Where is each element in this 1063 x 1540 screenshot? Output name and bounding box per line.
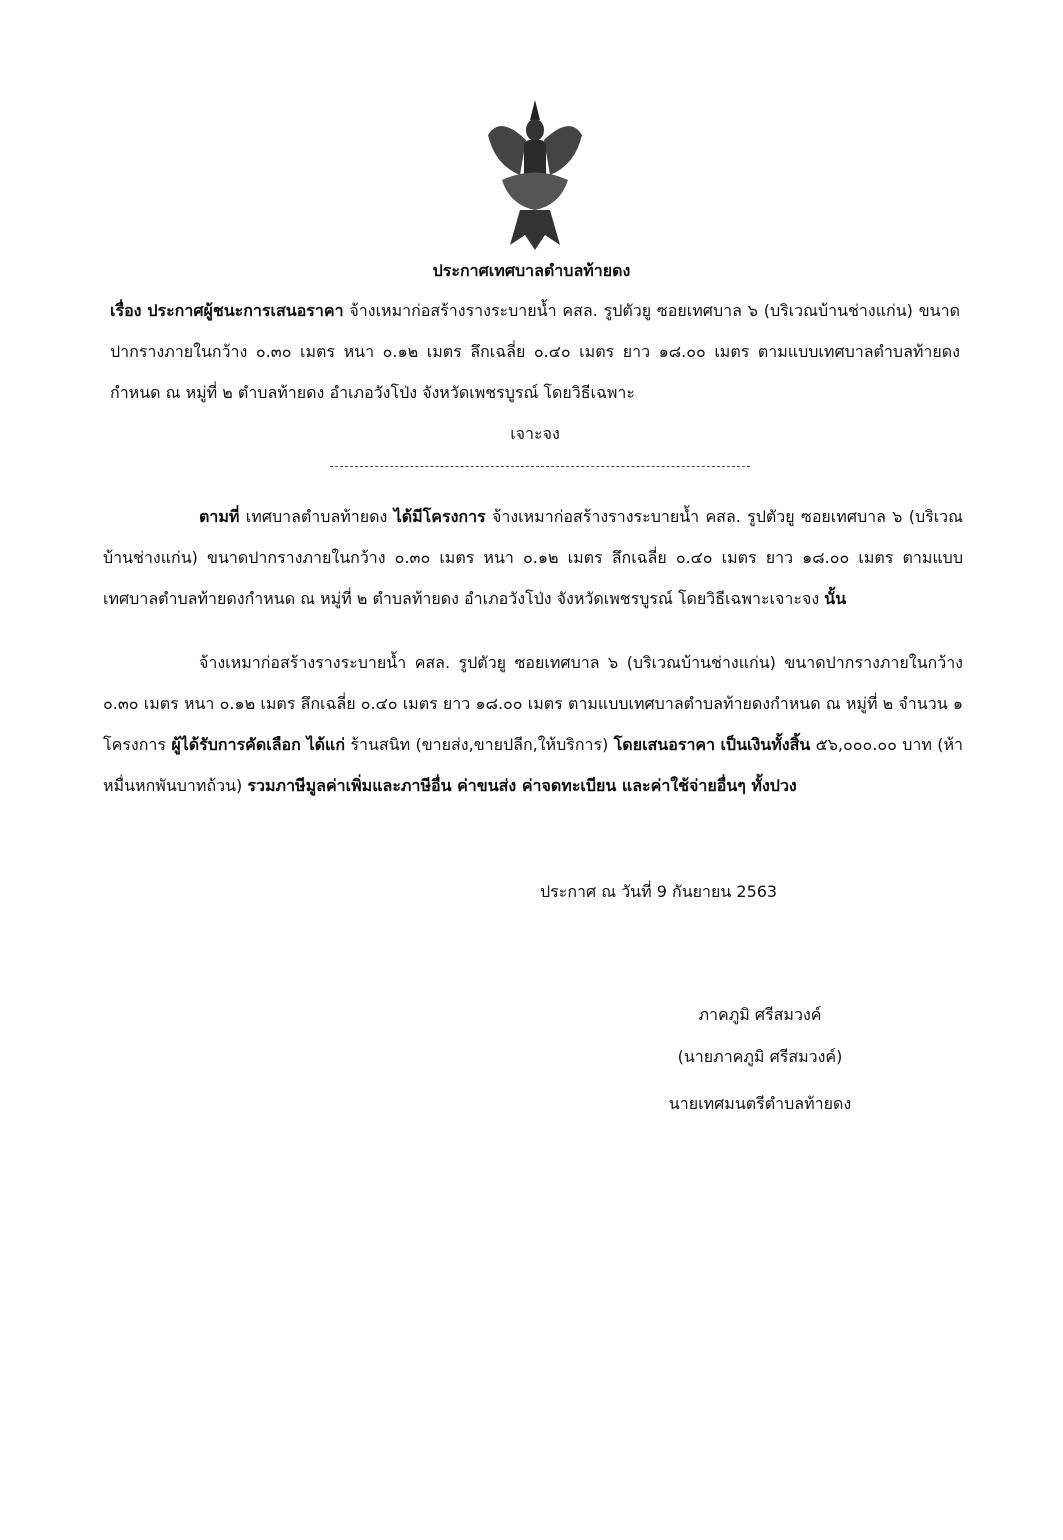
paragraph-ending: นั้น bbox=[824, 589, 847, 608]
subject-heading: ประกาศผู้ชนะการเสนอราคา bbox=[147, 301, 344, 320]
subject-last-line: เจาะจง bbox=[510, 424, 560, 443]
paragraph-has-project: ได้มีโครงการ bbox=[393, 507, 486, 526]
winner-selected-label: ผู้ได้รับการคัดเลือก ได้แก่ bbox=[171, 735, 346, 754]
signature-printed-name: (นายภาคภูมิ ศรีสมวงค์) bbox=[677, 1047, 843, 1066]
paragraph-project bbox=[103, 496, 963, 619]
signature-position: นายเทศมนตรีตำบลท้ายดง bbox=[668, 1094, 852, 1113]
paragraph-winner bbox=[103, 642, 963, 806]
paragraph-org: เทศบาลตำบลท้ายดง bbox=[245, 507, 388, 526]
winner-project-text: จ้างเหมาก่อสร้างรางระบายน้ำ คสล. รูปตัวยู ซอยเทศบาล ๖ (บริเวณบ้านช่างแก่น) ขนาดปากรางภายในกว้าง ๐.๓๐ เมตร หนา ๐.๑๒ เมตร ลึกเฉลี่ย ๐.๔๐ เมตร ยาว ๑๘.๐๐ เมตร ตามแบบเทศบาลตำบลท้ายดงกำหนด ณ หมู่ที่ ๒ จำนวน ๑ โครงการ bbox=[103, 653, 963, 754]
winner-tax-note: รวมภาษีมูลค่าเพิ่มและภาษีอื่น ค่าขนส่ง ค่าจดทะเบียน และค่าใช้จ่ายอื่นๆ ทั้งปวง bbox=[247, 776, 797, 795]
winner-total-label: เป็นเงินทั้งสิ้น bbox=[720, 735, 811, 754]
paragraph-project-text: จ้างเหมาก่อสร้างรางระบายน้ำ คสล. รูปตัวยู ซอยเทศบาล ๖ (บริเวณบ้านช่างแก่น) ขนาดปากรางภายในกว้าง ๐.๓๐ เมตร หนา ๐.๑๒ เมตร ลึกเฉลี่ย ๐.๔๐ เมตร ยาว ๑๘.๐๐ เมตร ตามแบบเทศบาลตำบลท้ายดงกำหนด ณ หมู่ที่ ๒ ตำบลท้ายดง อำเภอวังโป่ง จังหวัดเพชรบูรณ์ โดยวิธีเฉพาะเจาะจง bbox=[103, 507, 964, 608]
signature-name: ภาคภูมิ ศรีสมวงค์ bbox=[698, 1005, 822, 1024]
winner-vendor: ร้านสนิท (ขายส่ง,ขายปลีก,ให้บริการ) bbox=[350, 735, 609, 754]
winner-offer-label: โดยเสนอราคา bbox=[613, 735, 716, 754]
page-title: ประกาศเทศบาลตำบลท้ายดง bbox=[432, 261, 631, 280]
announcement-date: ประกาศ ณ วันที่ 9 กันยายน 2563 bbox=[540, 882, 778, 901]
garuda-emblem-icon bbox=[480, 95, 590, 255]
subject-label: เรื่อง bbox=[110, 301, 142, 320]
subject-block bbox=[110, 290, 960, 454]
paragraph-lead: ตามที่ bbox=[199, 507, 240, 526]
winner-amount: ๕๖,๐๐๐.๐๐ บาท (ห้าหมื่นหกพันบาทถ้วน) bbox=[103, 735, 964, 795]
subject-text: จ้างเหมาก่อสร้างรางระบายน้ำ คสล. รูปตัวยู ซอยเทศบาล ๖ (บริเวณบ้านช่างแก่น) ขนาดปากรางภายในกว้าง ๐.๓๐ เมตร หนา ๐.๑๒ เมตร ลึกเฉลี่ย ๐.๔๐ เมตร ยาว ๑๘.๐๐ เมตร ตามแบบเทศบาลตำบลท้ายดงกำหนด ณ หมู่ที่ ๒ ตำบลท้ายดง อำเภอวังโป่ง จังหวัดเพชรบูรณ์ โดยวิธีเฉพาะ bbox=[110, 301, 960, 402]
divider-line bbox=[330, 466, 750, 467]
